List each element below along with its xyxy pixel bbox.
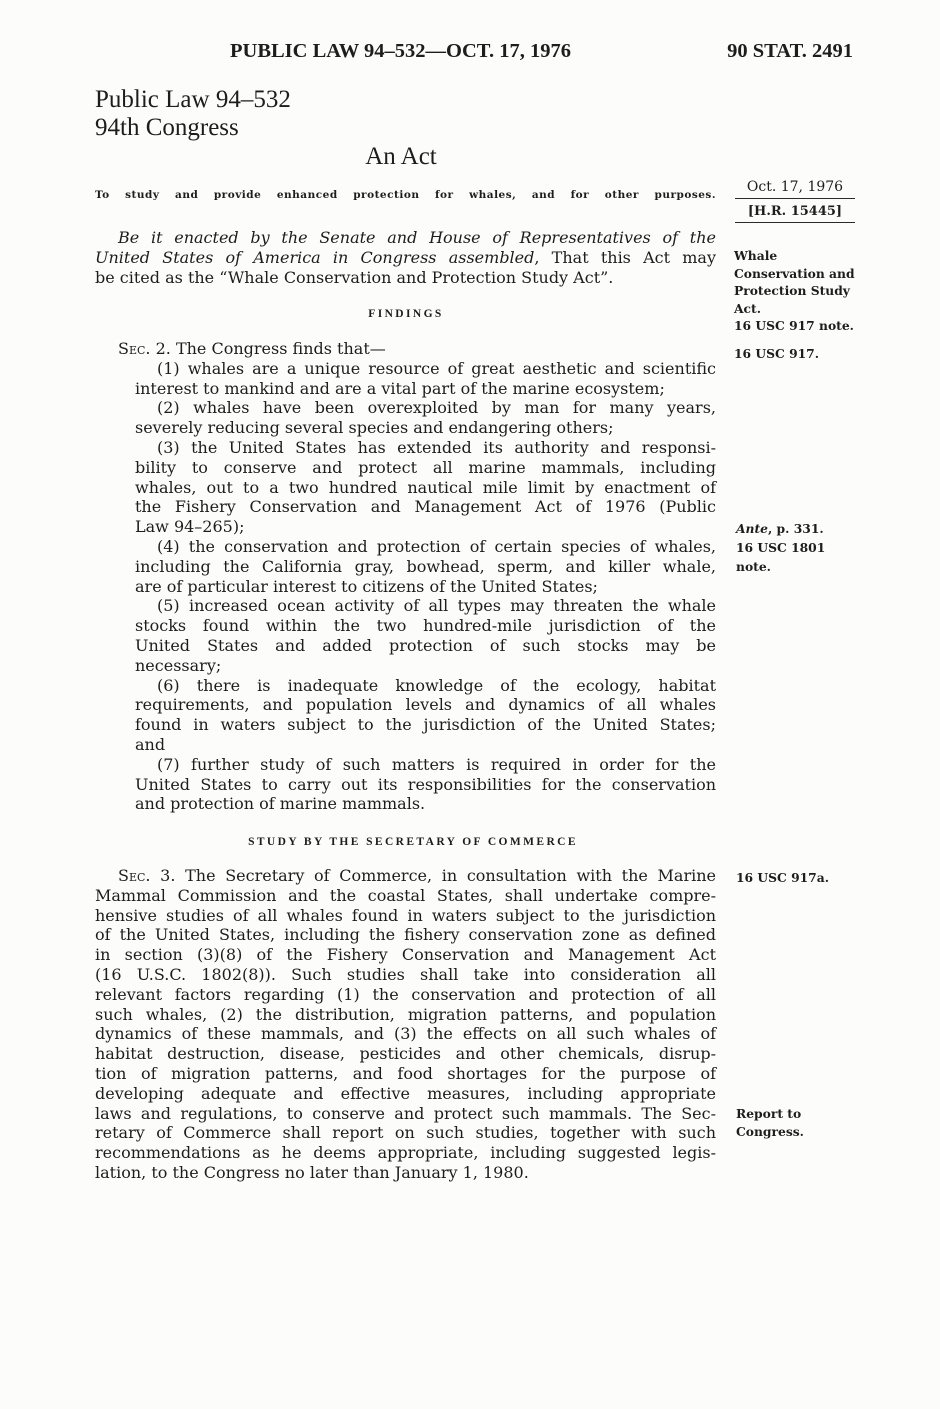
act-purpose: To study and provide enhanced protection for whales, and for other purposes. (95, 189, 716, 201)
margin-note-section-2: 16 USC 917. (734, 346, 820, 361)
text-line: necessary; (135, 655, 222, 675)
bill-number: [H.R. 15445] (735, 201, 855, 223)
margin-note-line: Report to (736, 1106, 802, 1121)
findings-heading: FINDINGS (368, 308, 444, 320)
text-line: stocks found within the two hundred-mile jurisdiction of the (135, 616, 716, 636)
text-line: whales, out to a two hundred nautical mile limit by enactment of (135, 477, 716, 497)
public-law-number: Public Law 94–532 (95, 86, 291, 113)
text-line: recommendations as he deems appropriate, including suggested legis- (95, 1143, 716, 1163)
statute-page-number: 90 STAT. 2491 (727, 40, 853, 62)
text-line: habitat destruction, disease, pesticides and other chemicals, disrup- (95, 1044, 716, 1064)
margin-note-fishery-act (736, 519, 825, 576)
text-line: in section (3)(8) of the Fishery Conservation and Management Act (95, 945, 716, 965)
margin-note-line: 16 USC 1801 (736, 540, 826, 555)
finding-7: (7) further study of such matters is required in order for the (157, 754, 716, 774)
text-line: bility to conserve and protect all marine mammals, including (135, 457, 716, 477)
finding-1: (1) whales are a unique resource of great aesthetic and scientific (157, 358, 716, 378)
margin-note-line: Protection Study (734, 283, 850, 298)
section-label: Sec. 2. (118, 339, 171, 358)
margin-note-short-title (734, 247, 855, 335)
margin-note-line (736, 519, 825, 538)
enactment-date: Oct. 17, 1976 (735, 177, 855, 199)
text-line: and protection of marine mammals. (135, 794, 426, 814)
ante-page: , p. 331. (768, 521, 824, 536)
text-line: and (135, 734, 166, 754)
study-heading: STUDY BY THE SECRETARY OF COMMERCE (248, 836, 578, 848)
text-line: Mammal Commission and the coastal States, shall undertake compre- (95, 885, 716, 905)
text-line: retary of Commerce shall report on such studies, together with such (95, 1123, 716, 1143)
text-line: the Fishery Conservation and Management Act of 1976 (Public (135, 497, 716, 517)
text-line (95, 248, 716, 268)
italic-text: Be it enacted by the Senate and House of Representatives of the (118, 228, 716, 247)
margin-note-line: note. (736, 559, 771, 574)
text-line: Law 94–265); (135, 517, 245, 537)
margin-note-line: Congress. (736, 1124, 804, 1139)
section-intro-line (95, 866, 716, 886)
text-line: (16 U.S.C. 1802(8)). Such studies shall take into consideration all (95, 964, 716, 984)
text-line: of the United States, including the fishery conservation zone as defined (95, 925, 716, 945)
text-line: hensive studies of all whales found in waters subject to the jurisdiction (95, 905, 716, 925)
text-line: tion of migration patterns, and food shortages for the purpose of (95, 1063, 716, 1083)
text-line: including the California gray, bowhead, sperm, and killer whale, (135, 556, 716, 576)
section-2 (95, 339, 716, 814)
italic-text: United States of America in Congress assembled (95, 247, 535, 267)
section-3 (95, 866, 716, 1183)
margin-note-section-3: 16 USC 917a. (736, 870, 829, 885)
margin-note-line: Conservation and (734, 265, 855, 281)
section-intro-line (95, 339, 716, 359)
section-intro: The Congress finds that— (175, 339, 386, 358)
enacting-clause (95, 228, 716, 287)
text-line: lation, to the Congress no later than January 1, 1980. (95, 1162, 529, 1182)
finding-5: (5) increased ocean activity of all types may threaten the whale (157, 596, 716, 616)
text-line: found in waters subject to the jurisdiction of the United States; (135, 715, 716, 735)
act-heading: An Act (365, 143, 437, 170)
finding-3: (3) the United States has extended its authority and responsi- (157, 437, 716, 457)
congress-label: 94th Congress (95, 114, 239, 141)
margin-note-line: Whale (734, 248, 778, 263)
text-line: severely reducing several species and endangering others; (135, 418, 614, 438)
ante-word: Ante (736, 521, 768, 536)
margin-note-citation: 16 USC 917 note. (734, 318, 854, 333)
text-segment: The Secretary of Commerce, in consultation with the Marine (185, 866, 716, 885)
text-line (95, 228, 716, 248)
text-line: dynamics of these mammals, and (3) the effects on all such whales of (95, 1024, 716, 1044)
finding-4: (4) the conservation and protection of certain species of whales, (157, 536, 716, 556)
section-label: Sec. 3. (118, 866, 176, 885)
finding-6: (6) there is inadequate knowledge of the ecology, habitat (157, 675, 716, 695)
text-line: United States and added protection of such stocks may be (135, 635, 716, 655)
text-line: be cited as the “Whale Conservation and Protection Study Act”. (95, 267, 614, 287)
text-line: interest to mankind and are a vital part of the marine ecosystem; (135, 378, 665, 398)
finding-2: (2) whales have been overexploited by man for many years, (157, 398, 716, 418)
margin-note-line: Act. (734, 300, 761, 316)
text-line: United States to carry out its responsibilities for the conservation (135, 774, 716, 794)
text-line: are of particular interest to citizens of the United States; (135, 576, 598, 596)
roman-text: , That this Act may (534, 247, 716, 267)
margin-note-report (736, 1105, 804, 1141)
text-line: such whales, (2) the distribution, migration patterns, and population (95, 1004, 716, 1024)
running-title: PUBLIC LAW 94–532—OCT. 17, 1976 (230, 40, 571, 62)
text-line: developing adequate and effective measures, including appropriate (95, 1083, 716, 1103)
text-line: relevant factors regarding (1) the conservation and protection of all (95, 984, 716, 1004)
text-line: laws and regulations, to conserve and protect such mammals. The Sec- (95, 1103, 716, 1123)
text-line: requirements, and population levels and dynamics of all whales (135, 695, 716, 715)
